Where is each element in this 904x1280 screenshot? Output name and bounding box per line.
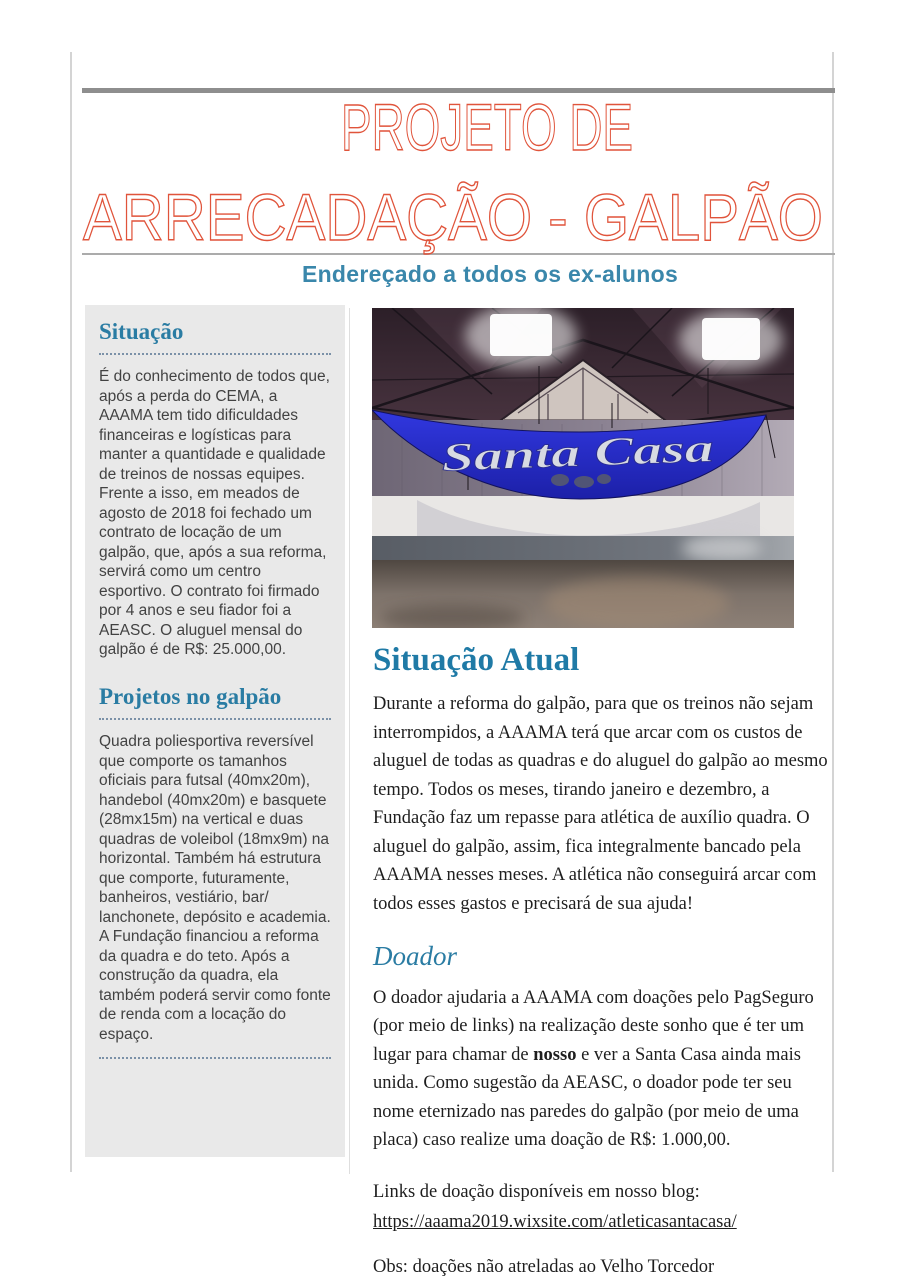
donor-subheading: Doador [373, 941, 458, 972]
sidebar-heading-situacao: Situação [99, 319, 184, 344]
sidebar [85, 305, 345, 1157]
left-frame-rule [70, 52, 72, 1172]
page-title-line2: ARRECADAÇÃO - GALPÃO [83, 180, 823, 254]
column-divider-rule [349, 308, 350, 1174]
dotted-divider [99, 718, 331, 720]
page-title-line1: PROJETO DE [341, 90, 633, 164]
donor-text-after: e ver a Santa Casa ainda mais unida. Como sugestão da AEASC, o doador pode ter seu nome eternizado nas paredes do galpão (por meio de uma placa) caso realize uma doação de R$: 1.000,00. [373, 1044, 801, 1151]
sidebar-paragraph-situacao: É do conhecimento de todos que, após a perda do CEMA, a AAAMA tem tido dificuldades financeiras e logísticas para manter a quantidade e qualidade de treinos de nossas equipes. Frente a isso, em meados de agosto de 2018 foi fechado um contrato de locação de um galpão, que, após a sua reforma, servirá como um centro esportivo. O contrato foi firmado por 4 anos e seu fiador foi a AEASC. O aluguel mensal do galpão é de R$: 25.000,00. [99, 368, 330, 659]
donor-text-before: O doador ajudaria a AAAMA com doações pelo PagSeguro (por meio de links) na realização deste sonho que é ter um lugar para chamar de [373, 987, 814, 1065]
ceiling-light [490, 314, 552, 356]
sidebar-heading-projetos: Projetos no galpão [99, 683, 282, 709]
warehouse-photo [372, 308, 794, 628]
page-subtitle: Endereçado a todos os ex-alunos [301, 261, 679, 287]
warehouse-photo-graphic [372, 308, 794, 628]
main-column [373, 642, 829, 1278]
dotted-divider-bottom [99, 1057, 331, 1059]
page-title [75, 92, 835, 262]
links-block [373, 1177, 829, 1237]
obs-note: Obs: doações não atreladas ao Velho Torcedor [373, 1256, 715, 1277]
banner-text: Santa Casa [440, 428, 631, 480]
sidebar-paragraph-projetos: Quadra poliesportiva reversível que comporte os tamanhos oficiais para futsal (40mx20m), handebol (40mx20m) e basquete (28mx15m) na vertical e duas quadras de voleibol (18mx9m) na horizontal. Também há estrutura que comporte, futuramente, banheiros, vestiário, bar/ lanchonete, depósito e academia. A Fundação financiou a reforma da quadra e do teto. Após a construção da quadra, ela também poderá servir como fonte de renda com a locação do espaço. [99, 733, 331, 1043]
ceiling-light [702, 318, 760, 360]
blog-link[interactable]: https://aaama2019.wixsite.com/atleticasantacasa/ [373, 1211, 737, 1232]
donor-text-bold: nosso [533, 1044, 577, 1065]
dotted-divider [99, 353, 331, 355]
donor-paragraph [373, 984, 829, 1155]
main-heading: Situação Atual [373, 642, 580, 678]
links-label: Links de doação disponíveis em nosso blog: [373, 1181, 700, 1202]
intro-paragraph: Durante a reforma do galpão, para que os treinos não sejam interrompidos, a AAAMA terá que arcar com os custos de aluguel de todas as quadras e do aluguel do galpão ao mesmo tempo. Todos os meses, tirando janeiro e dezembro, a Fundação faz um repasse para atlética de auxílio quadra. O aluguel do galpão, assim, fica integralmente bancado pela AAAMA nesses meses. A atlética não conseguirá arcar com todos esses gastos e precisará de sua ajuda! [373, 694, 828, 914]
